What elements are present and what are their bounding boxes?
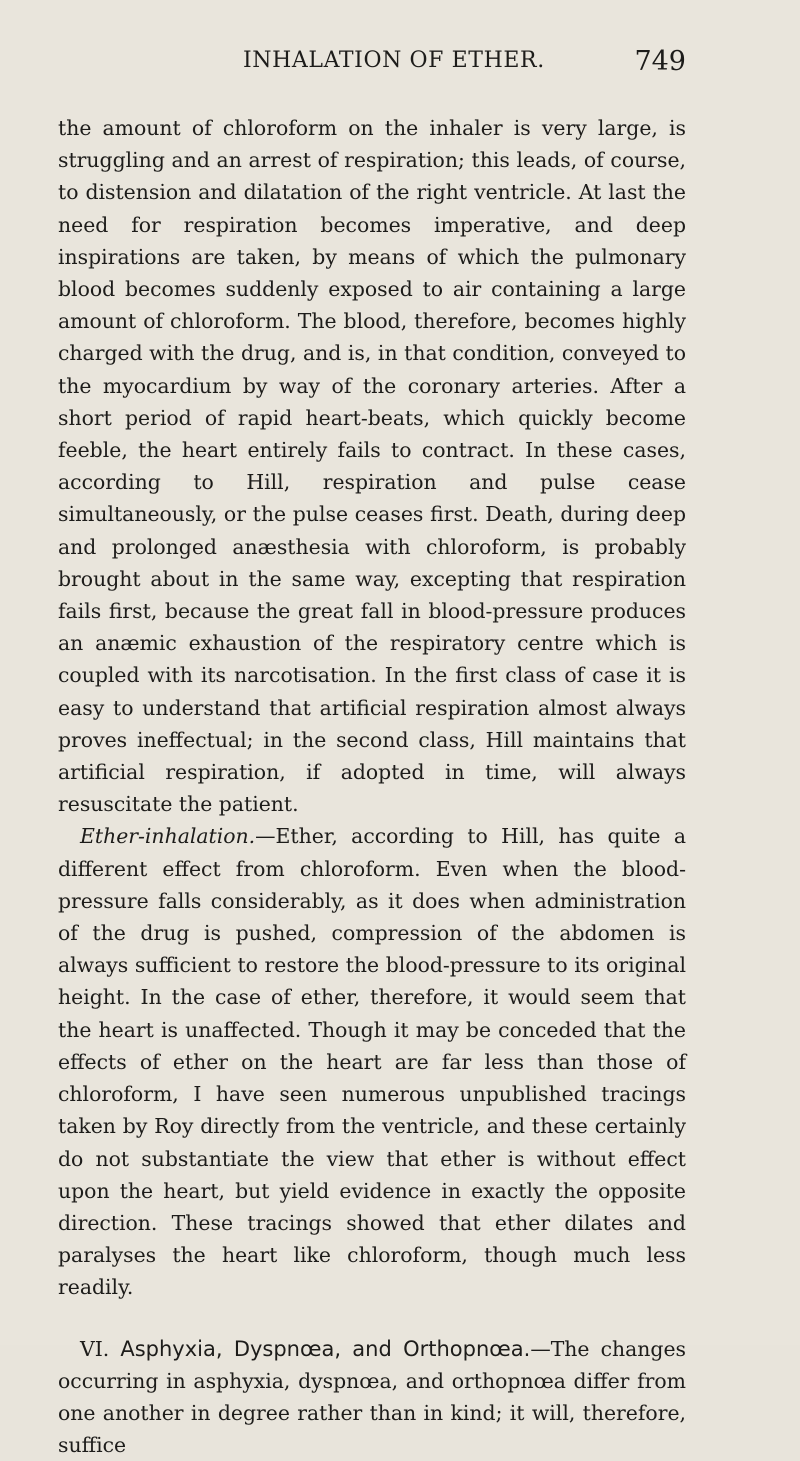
body-text bbox=[58, 112, 686, 1461]
paragraph-heading: Ether-inhalation. bbox=[80, 824, 256, 849]
section-heading: Asphyxia, Dyspnœa, and Orthopnœa. bbox=[120, 1336, 531, 1361]
paragraph-text: the amount of chloroform on the inhaler is very large, is struggling and an arrest of respiration; this leads, of course, to distension and dilatation of the right ventricle. At last the need for respiration becomes imperative, and deep inspirations are taken, by means of which the pulmonary blood becomes suddenly exposed to air containing a large amount of chloroform. The blood, therefore, becomes highly charged with the drug, and is, in that condition, conveyed to the myocardium by way of the coronary arteries. After a short period of rapid heart-beats, which quickly become feeble, the heart entirely fails to contract. In these cases, according to Hill, respiration and pulse cease simultaneously, or the pulse ceases first. Death, during deep and prolonged anæsthesia with chloroform, is probably brought about in the same way, excepting that respiration fails first, because the great fall in blood-pressure produces an anæmic exhaustion of the respiratory centre which is coupled with its narcotisation. In the first class of case it is easy to understand that artificial respiration almost always proves ineffectual; in the second class, Hill maintains that artificial respiration, if adopted in time, will always resuscitate the patient. bbox=[58, 116, 686, 817]
section-asphyxia bbox=[58, 1333, 686, 1461]
paragraph-text: —The changes occurring in asphyxia, dyspnœa, and orthopnœa differ from one another in degree rather than in kind; it will, therefore, suffice bbox=[58, 1336, 687, 1458]
running-title: INHALATION OF ETHER. bbox=[243, 48, 545, 73]
section-number: VI. bbox=[80, 1336, 110, 1361]
paragraph-text: —Ether, according to Hill, has quite a different effect from chloroform. Even when the blood-pressure falls considerably, as it does when administration of the drug is pushed, compression of the abdomen is always sufficient to restore the blood-pressure to its original height. In the case of ether, therefore, it would seem that the heart is unaffected. Though it may be conceded that the effects of ether on the heart are far less than those of chloroform, I have seen numerous unpublished tracings taken by Roy directly from the ventricle, and these certainly do not substantiate the view that ether is without effect upon the heart, but yield evidence in exactly the opposite direction. These tracings showed that ether dilates and paralyses the heart like chloroform, though much less readily. bbox=[58, 824, 686, 1300]
paragraph-chloroform-continued bbox=[58, 112, 686, 820]
running-head bbox=[0, 48, 800, 84]
paragraph-ether-inhalation bbox=[58, 820, 686, 1303]
page-number: 749 bbox=[634, 46, 686, 77]
